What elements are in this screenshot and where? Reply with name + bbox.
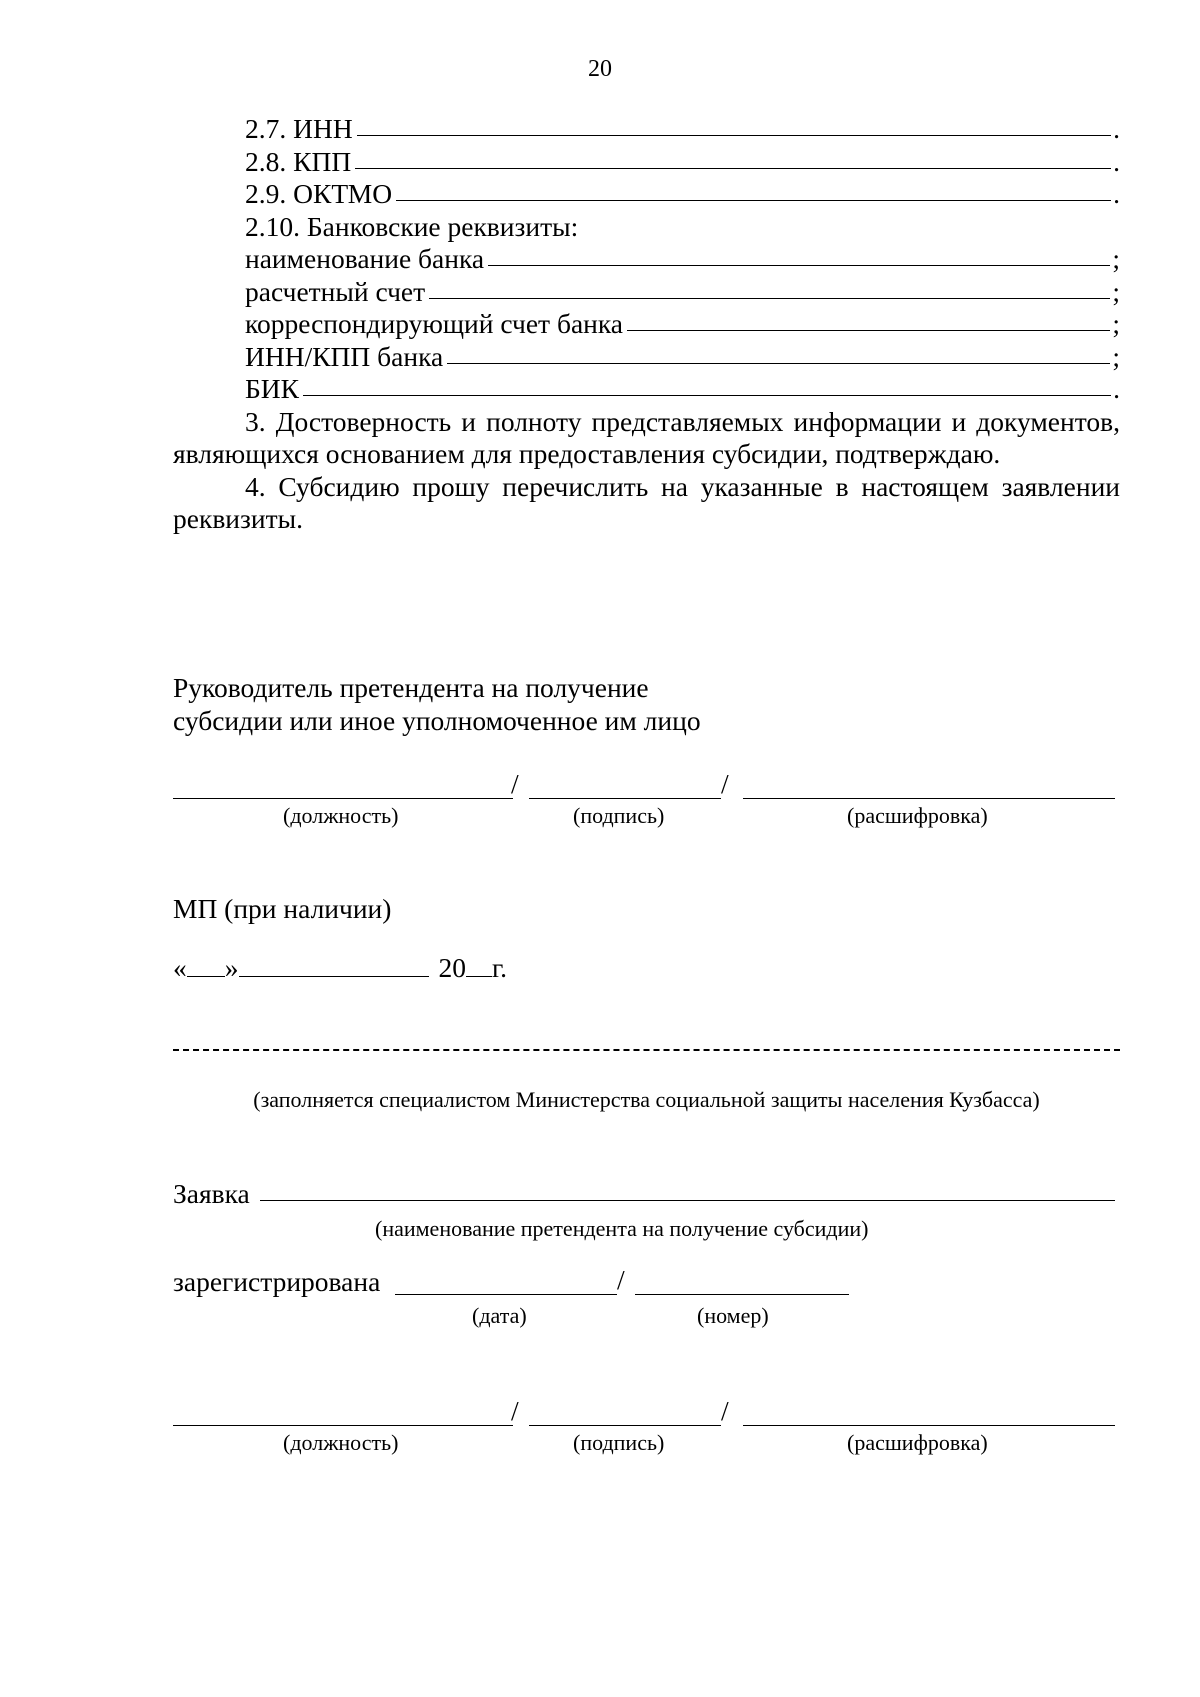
account-row — [173, 276, 1120, 309]
registered-row — [173, 1266, 380, 1298]
page-number: 20 — [588, 56, 612, 82]
kpp-field[interactable] — [355, 146, 1111, 169]
corr-account-row — [173, 308, 1120, 341]
position-caption: (должность) — [283, 1430, 399, 1455]
account-end: ; — [1112, 275, 1120, 307]
slash-separator: / — [511, 768, 519, 799]
year-field[interactable] — [466, 952, 492, 977]
date-row — [173, 952, 507, 984]
slash-separator: / — [721, 1395, 729, 1426]
year-prefix: 20 — [438, 952, 466, 983]
corr-account-end: ; — [1112, 308, 1120, 339]
corr-account-field[interactable] — [627, 308, 1110, 331]
stamp-label: МП (при наличии) — [173, 893, 392, 924]
bank-name-end: ; — [1112, 243, 1120, 274]
close-quote: » — [224, 952, 239, 983]
bik-field[interactable] — [303, 373, 1111, 396]
year-suffix: г. — [492, 952, 508, 983]
account-label: расчетный счет — [245, 275, 426, 307]
inn-field[interactable] — [357, 113, 1111, 136]
position-field[interactable] — [173, 1397, 513, 1426]
kpp-label: 2.8. КПП — [245, 145, 352, 177]
slash-separator: / — [617, 1264, 625, 1295]
registration-date-field[interactable] — [395, 1266, 617, 1295]
decoding-caption: (расшифровка) — [847, 803, 988, 828]
corr-account-label: корреспондирующий счет банка — [245, 308, 624, 339]
signature-field[interactable] — [529, 770, 721, 799]
bik-label: БИК — [245, 373, 299, 404]
inn-row — [173, 113, 1120, 146]
bank-heading: 2.10. Банковские реквизиты: — [245, 210, 579, 242]
decoding-caption: (расшифровка) — [847, 1430, 988, 1455]
application-label: Заявка — [173, 1178, 250, 1209]
bank-inn-kpp-row — [173, 341, 1120, 374]
applicant-name-field[interactable] — [260, 1178, 1115, 1201]
bank-inn-kpp-end: ; — [1112, 340, 1120, 372]
oktmo-row — [173, 178, 1120, 211]
application-row — [173, 1178, 1115, 1210]
application-caption: (наименование претендента на получение субсидии) — [375, 1216, 869, 1241]
bank-inn-kpp-label: ИНН/КПП банка — [245, 340, 444, 372]
signer-line-2: субсидии или иное уполномоченное им лицо — [173, 705, 701, 736]
oktmo-end: . — [1113, 178, 1120, 209]
inn-end: . — [1113, 113, 1120, 144]
paragraph-3: 3. Достоверность и полноту представляемых информации и документов, являющихся основанием для предоставления субсидии, подтверждаю. — [173, 405, 1120, 469]
inn-label: 2.7. ИНН — [245, 113, 353, 144]
signer-title — [173, 671, 701, 737]
signature-caption: (подпись) — [573, 1430, 665, 1455]
bank-name-row — [173, 243, 1120, 276]
kpp-end: . — [1113, 145, 1120, 177]
oktmo-field[interactable] — [396, 178, 1111, 201]
decoding-field[interactable] — [743, 1397, 1115, 1426]
position-field[interactable] — [173, 770, 513, 799]
kpp-row — [173, 146, 1120, 179]
decoding-field[interactable] — [743, 770, 1115, 799]
account-field[interactable] — [429, 276, 1110, 299]
registration-fields — [395, 1266, 855, 1306]
registration-date-caption: (дата) — [472, 1303, 527, 1328]
bik-row — [173, 373, 1120, 406]
signature-field[interactable] — [529, 1397, 721, 1426]
signer-line-1: Руководитель претендента на получение — [173, 672, 649, 703]
dashed-separator — [173, 1049, 1120, 1051]
slash-separator: / — [721, 768, 729, 799]
registered-label: зарегистрирована — [173, 1266, 381, 1297]
requisites-section — [173, 113, 1120, 536]
open-quote: « — [173, 952, 187, 983]
paragraph-4: 4. Субсидию прошу перечислить на указанные в настоящем заявлении реквизиты. — [173, 470, 1120, 534]
bank-name-field[interactable] — [488, 243, 1110, 266]
registration-number-field[interactable] — [635, 1266, 849, 1295]
fill-note: (заполняется специалистом Министерства социальной защиты населения Кузбасса) — [253, 1087, 1040, 1112]
bank-inn-kpp-field[interactable] — [447, 341, 1110, 364]
registration-number-caption: (номер) — [697, 1303, 769, 1328]
day-field[interactable] — [187, 952, 225, 977]
month-field[interactable] — [239, 952, 429, 977]
bank-name-label: наименование банка — [245, 243, 485, 274]
oktmo-label: 2.9. ОКТМО — [245, 178, 393, 209]
slash-separator: / — [511, 1395, 519, 1426]
position-caption: (должность) — [283, 803, 399, 828]
signature-caption: (подпись) — [573, 803, 665, 828]
bik-end: . — [1113, 373, 1120, 404]
